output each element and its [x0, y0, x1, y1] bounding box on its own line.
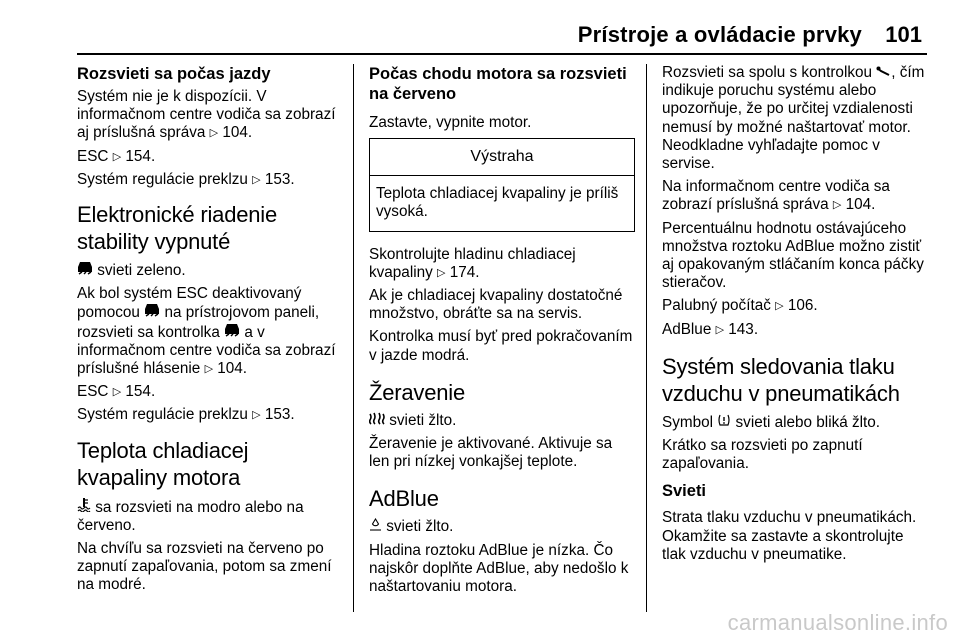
page-reference-arrow-icon: ▷ [252, 409, 261, 422]
paragraph: Zastavte, vypnite motor. [369, 114, 532, 131]
paragraph: svieti žlto. [369, 412, 635, 430]
page-reference-arrow-icon: ▷ [715, 323, 725, 336]
column-1 [77, 64, 343, 600]
page-reference-arrow-icon: ▷ [112, 150, 122, 163]
paragraph: Strata tlaku vzduchu v pneumatikách. Okamžite sa zastavte a skontrolujte tlak vzduchu v pneumatike. [662, 509, 917, 563]
paragraph: Na informačnom centre vodiča sa zobrazí príslušná správa ▷ 104. [662, 178, 890, 214]
paragraph: Systém nie je k dispozícii. V informačnom centre vodiča sa zobrazí aj príslušná správa ▷ 104. [77, 88, 336, 142]
section-title: Teplota chladiacej kvapaliny motora [77, 437, 249, 490]
section-heading: Rozsvieti sa počas jazdy [77, 65, 271, 83]
esc-off-icon [224, 323, 240, 342]
warning-box [369, 138, 635, 231]
section-heading: Počas chodu motora sa rozsvieti na červeno [369, 65, 627, 103]
paragraph: Ak je chladiacej kvapaliny dostatočné množstvo, obráťte sa na servis. [369, 287, 623, 323]
paragraph: Ak bol systém ESC deaktivovaný pomocou na prístrojovom paneli, rozsvieti sa kontrolka a v informačnom centre vodiča sa zobrazí príslušné hlásenie ▷ 104. [77, 285, 336, 378]
watermark: carmanualsonline.info [727, 610, 948, 635]
section-heading: Svieti [662, 482, 707, 501]
page-reference-arrow-icon: ▷ [437, 266, 446, 279]
paragraph: sa rozsvieti na modro alebo na červeno. [77, 498, 304, 534]
esc-off-icon [77, 261, 93, 280]
esc-off-icon [144, 303, 160, 322]
column-2 [369, 64, 635, 601]
paragraph: Rozsvieti sa spolu s kontrolkou , čím indikuje poruchu systému alebo upozorňuje, že po určitej vzdialenosti nemusí by možné naštartovať motor. Neodkladne vyhľadajte pomoc v servise. [662, 64, 925, 173]
paragraph: Systém regulácie preklzu ▷ 153. [77, 406, 295, 424]
paragraph: svieti zeleno. [77, 261, 343, 280]
page-reference-arrow-icon: ▷ [112, 386, 122, 399]
paragraph: Kontrolka musí byť pred pokračovaním v jazde modrá. [369, 328, 633, 364]
paragraph: ESC ▷ 154. [77, 383, 156, 401]
paragraph: Symbol svieti alebo bliká žlto. [662, 413, 881, 431]
paragraph: Krátko sa rozsvieti po zapnutí zapaľovania. [662, 437, 863, 473]
page-header [0, 0, 960, 54]
paragraph: AdBlue ▷ 143. [662, 320, 759, 338]
column-divider [353, 64, 354, 612]
paragraph: Systém regulácie preklzu ▷ 153. [77, 170, 295, 188]
coolant-temperature-icon [77, 497, 91, 517]
column-divider [646, 64, 647, 612]
page-reference-arrow-icon: ▷ [252, 173, 261, 186]
page-number: 101 [885, 22, 922, 47]
section-title: AdBlue [369, 486, 439, 512]
glow-plug-icon [369, 412, 385, 430]
column-3 [662, 64, 928, 569]
page-reference-arrow-icon: ▷ [832, 199, 842, 212]
paragraph: Hladina roztoku AdBlue je nízka. Čo najskôr doplňte AdBlue, aby nedošlo k naštartovaniu motora. [369, 541, 629, 596]
page-reference-arrow-icon: ▷ [775, 300, 784, 313]
header-divider [77, 53, 927, 55]
paragraph: svieti žlto. [369, 518, 635, 536]
section-title: Systém sledovania tlaku vzduchu v pneumatikách [662, 353, 900, 406]
adblue-icon [369, 518, 382, 536]
chapter-title: Prístroje a ovládacie prvky [577, 22, 862, 47]
paragraph: Percentuálnu hodnotu ostávajúceho množstva roztoku AdBlue možno zistiť aj opakovaným stláčaním konca páčky stieračov. [662, 219, 924, 292]
warning-text: Teplota chladiacej kvapaliny je príliš vysoká. [376, 185, 619, 221]
tyre-pressure-icon [717, 413, 731, 432]
paragraph: Skontrolujte hladinu chladiacej kvapaliny ▷ 174. [369, 245, 576, 281]
paragraph: ESC ▷ 154. [77, 147, 156, 165]
page-reference-arrow-icon: ▷ [204, 363, 214, 376]
service-wrench-icon [876, 64, 891, 82]
section-title: Žeravenie [369, 379, 466, 405]
paragraph: Žeravenie je aktivované. Aktivuje sa len pri nízkej vonkajšej teplote. [369, 435, 613, 471]
paragraph: Na chvíľu sa rozsvieti na červeno po zapnutí zapaľovania, potom sa zmení na modré. [77, 540, 332, 594]
section-title: Elektronické riadenie stability vypnuté [77, 202, 278, 255]
warning-title: Výstraha [370, 139, 634, 176]
page-reference-arrow-icon: ▷ [209, 127, 219, 140]
paragraph: Palubný počítač ▷ 106. [662, 297, 818, 315]
